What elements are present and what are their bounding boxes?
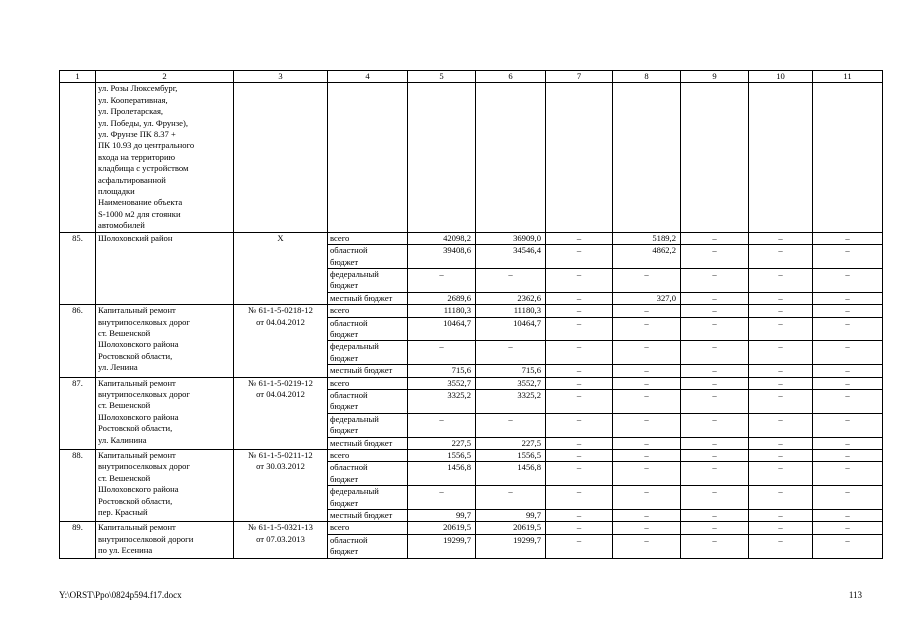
approval-document-line: от 30.03.2012 — [256, 461, 305, 472]
amount-cell: – — [813, 389, 883, 413]
table-row — [60, 522, 883, 534]
amount-cell: 227,5 — [476, 437, 546, 449]
funding-source-line: местный бюджет — [330, 437, 393, 448]
amount-cell: 5189,2 — [613, 232, 681, 244]
amount-cell: 715,6 — [476, 365, 546, 377]
funding-source-line: всего — [330, 377, 350, 388]
amount-cell: 36909,0 — [476, 232, 546, 244]
object-name-line: входа на территорию — [98, 151, 175, 162]
amount-cell: – — [813, 522, 883, 534]
object-name-line: ст. Вешенской — [98, 472, 151, 483]
approval-document-line: от 07.03.2013 — [256, 533, 305, 544]
funding-source-line: бюджет — [330, 497, 359, 508]
object-name-line: внутрипоселковой дороги — [98, 533, 194, 544]
amount-cell: 42098,2 — [408, 232, 476, 244]
amount-cell: 1456,8 — [476, 462, 546, 486]
amount-cell: – — [613, 268, 681, 292]
amount-cell: 19299,7 — [476, 534, 546, 558]
amount-cell: – — [546, 450, 613, 462]
object-name-line: Шолоховский район — [98, 232, 173, 243]
approval-document-line: от 04.04.2012 — [256, 316, 305, 327]
amount-cell: – — [813, 437, 883, 449]
column-number: 4 — [328, 71, 408, 83]
amount-cell: 20619,5 — [476, 522, 546, 534]
amount-cell: – — [546, 534, 613, 558]
row-number: 88. — [60, 450, 96, 522]
table-row — [60, 450, 883, 462]
amount-cell: – — [813, 232, 883, 244]
amount-cell: – — [613, 510, 681, 522]
object-name-line: Капитальный ремонт — [98, 450, 176, 460]
amount-cell: – — [749, 389, 813, 413]
empty-cell — [813, 83, 883, 232]
amount-cell: – — [546, 377, 613, 389]
object-name-line: автомобилей — [98, 220, 145, 231]
object-name — [96, 83, 234, 232]
object-name-line: ст. Вешенской — [98, 400, 151, 411]
object-name-line: внутрипоселковых дорог — [98, 388, 190, 399]
object-name-line: по ул. Есенина — [98, 545, 153, 556]
funding-source — [328, 462, 408, 486]
amount-cell: 4862,2 — [613, 245, 681, 269]
amount-cell: – — [613, 413, 681, 437]
amount-cell: 39408,6 — [408, 245, 476, 269]
amount-cell: – — [749, 462, 813, 486]
funding-source-line: всего — [330, 305, 350, 316]
amount-cell: – — [749, 341, 813, 365]
object-name-line: Капитальный ремонт — [98, 305, 176, 316]
amount-cell: – — [476, 268, 546, 292]
funding-source-line: бюджет — [330, 425, 359, 436]
empty-cell — [681, 83, 749, 232]
object-name-line: Ростовской области, — [98, 350, 173, 361]
row-number: 86. — [60, 305, 96, 377]
amount-cell: – — [546, 341, 613, 365]
amount-cell: 99,7 — [476, 510, 546, 522]
funding-source — [328, 245, 408, 269]
funding-source-line: федеральный — [330, 268, 379, 279]
object-name-line: внутрипоселковых дорог — [98, 461, 190, 472]
object-name-line: кладбища с устройством — [98, 163, 189, 174]
column-number: 10 — [749, 71, 813, 83]
funding-source — [328, 534, 408, 558]
funding-source-line: областной — [330, 317, 368, 328]
object-name-line: Капитальный ремонт — [98, 377, 176, 388]
amount-cell: 99,7 — [408, 510, 476, 522]
amount-cell: – — [613, 450, 681, 462]
amount-cell: – — [613, 377, 681, 389]
funding-source-line: бюджет — [330, 280, 359, 291]
funding-source — [328, 232, 408, 244]
object-name-line: ул. Фрунзе ПК 8.37 + — [98, 129, 176, 140]
amount-cell: – — [546, 413, 613, 437]
funding-source — [328, 317, 408, 341]
amount-cell: – — [749, 486, 813, 510]
amount-cell: – — [813, 317, 883, 341]
amount-cell: – — [681, 292, 749, 304]
amount-cell: 20619,5 — [408, 522, 476, 534]
column-number: 11 — [813, 71, 883, 83]
amount-cell: – — [681, 462, 749, 486]
amount-cell: – — [681, 365, 749, 377]
amount-cell: – — [476, 341, 546, 365]
object-name-line: Ростовской области, — [98, 423, 173, 434]
amount-cell: – — [613, 365, 681, 377]
object-name-line: пер. Красный — [98, 507, 148, 518]
amount-cell: – — [681, 413, 749, 437]
amount-cell: – — [813, 510, 883, 522]
object-name-line: Шолоховского района — [98, 411, 179, 422]
funding-source-line: бюджет — [330, 256, 359, 267]
funding-source-line: областной — [330, 462, 368, 473]
table-row — [60, 377, 883, 389]
amount-cell: – — [681, 437, 749, 449]
amount-cell: – — [681, 268, 749, 292]
object-name-line: Капитальный ремонт — [98, 522, 176, 533]
funding-source — [328, 365, 408, 377]
funding-source-line: всего — [330, 522, 350, 533]
amount-cell: – — [749, 365, 813, 377]
amount-cell: – — [681, 389, 749, 413]
funding-source-line: бюджет — [330, 328, 359, 339]
funding-source — [328, 437, 408, 449]
amount-cell: – — [813, 341, 883, 365]
funding-source-line: федеральный — [330, 341, 379, 352]
approval-document-line: № 61-1-5-0219-12 — [248, 377, 313, 388]
amount-cell: – — [749, 377, 813, 389]
object-name-line: площадки — [98, 186, 135, 197]
funding-source — [328, 377, 408, 389]
amount-cell: – — [681, 232, 749, 244]
amount-cell: – — [546, 437, 613, 449]
column-number-row — [60, 71, 883, 83]
amount-cell: 10464,7 — [476, 317, 546, 341]
amount-cell: – — [546, 292, 613, 304]
amount-cell: 3325,2 — [476, 389, 546, 413]
funding-source — [328, 292, 408, 304]
funding-source — [328, 510, 408, 522]
funding-source — [328, 268, 408, 292]
amount-cell: 3325,2 — [408, 389, 476, 413]
amount-cell: – — [613, 389, 681, 413]
amount-cell: 1556,5 — [476, 450, 546, 462]
empty-cell — [546, 83, 613, 232]
footer-file-path: Y:\ORST\Ppo\0824p594.f17.docx — [59, 590, 182, 600]
approval-document — [234, 522, 328, 558]
approval-document-line: № 61-1-5-0321-13 — [248, 522, 313, 533]
table-row — [60, 305, 883, 317]
amount-cell: 1556,5 — [408, 450, 476, 462]
row-number: 87. — [60, 377, 96, 449]
object-name — [96, 377, 234, 449]
amount-cell: – — [681, 534, 749, 558]
column-number: 6 — [476, 71, 546, 83]
object-name-line: Наименование объекта — [98, 197, 183, 208]
amount-cell: – — [613, 437, 681, 449]
amount-cell: 3552,7 — [408, 377, 476, 389]
funding-source — [328, 341, 408, 365]
amount-cell: – — [749, 413, 813, 437]
row-number: 85. — [60, 232, 96, 304]
object-name-line: ул. Кооперативная, — [98, 94, 168, 105]
object-name-line: ул. Розы Люксембург, — [98, 83, 178, 94]
budget-table — [59, 70, 883, 559]
object-name — [96, 522, 234, 558]
amount-cell: – — [546, 317, 613, 341]
amount-cell: – — [681, 377, 749, 389]
table-row — [60, 232, 883, 244]
object-name-line: ул. Ленина — [98, 362, 138, 373]
amount-cell: – — [681, 341, 749, 365]
approval-document-line: № 61-1-5-0218-12 — [248, 305, 313, 316]
amount-cell: – — [546, 462, 613, 486]
funding-source-line: всего — [330, 232, 350, 243]
funding-source-line: областной — [330, 389, 368, 400]
amount-cell: – — [546, 305, 613, 317]
column-number: 1 — [60, 71, 96, 83]
amount-cell: – — [813, 377, 883, 389]
amount-cell: – — [813, 486, 883, 510]
amount-cell: – — [749, 245, 813, 269]
amount-cell: – — [749, 317, 813, 341]
approval-document — [234, 232, 328, 304]
empty-cell — [476, 83, 546, 232]
funding-source — [328, 413, 408, 437]
amount-cell: – — [813, 462, 883, 486]
amount-cell: – — [749, 268, 813, 292]
amount-cell: 34546,4 — [476, 245, 546, 269]
approval-document-line: Х — [277, 232, 284, 243]
approval-document-line: № 61-1-5-0211-12 — [248, 450, 313, 460]
object-name — [96, 232, 234, 304]
object-name — [96, 450, 234, 522]
funding-source — [328, 389, 408, 413]
table-row — [60, 83, 883, 232]
amount-cell: – — [749, 437, 813, 449]
funding-source — [328, 522, 408, 534]
amount-cell: – — [613, 305, 681, 317]
amount-cell: – — [749, 450, 813, 462]
object-name-line: S-1000 м2 для стоянки — [98, 208, 181, 219]
approval-document — [234, 305, 328, 377]
amount-cell: – — [546, 389, 613, 413]
amount-cell: 2362,6 — [476, 292, 546, 304]
amount-cell: – — [749, 534, 813, 558]
funding-source-line: местный бюджет — [330, 365, 393, 376]
amount-cell: – — [813, 534, 883, 558]
funding-source-line: бюджет — [330, 401, 359, 412]
column-number: 7 — [546, 71, 613, 83]
funding-source-line: федеральный — [330, 413, 379, 424]
amount-cell: 3552,7 — [476, 377, 546, 389]
amount-cell: 19299,7 — [408, 534, 476, 558]
amount-cell: – — [681, 305, 749, 317]
amount-cell: – — [613, 534, 681, 558]
amount-cell: 11180,3 — [476, 305, 546, 317]
object-name-line: Шолоховского района — [98, 484, 179, 495]
amount-cell: – — [681, 245, 749, 269]
column-number: 8 — [613, 71, 681, 83]
amount-cell: – — [613, 462, 681, 486]
amount-cell: – — [613, 341, 681, 365]
approval-document-line: от 04.04.2012 — [256, 388, 305, 399]
amount-cell: 1456,8 — [408, 462, 476, 486]
amount-cell: 2689,6 — [408, 292, 476, 304]
funding-source-line: бюджет — [330, 352, 359, 363]
amount-cell: 227,5 — [408, 437, 476, 449]
object-name-line: асфальтированной — [98, 174, 166, 185]
amount-cell: – — [749, 292, 813, 304]
empty-cell — [749, 83, 813, 232]
amount-cell: – — [813, 450, 883, 462]
object-name — [96, 305, 234, 377]
empty-cell — [613, 83, 681, 232]
funding-source — [328, 486, 408, 510]
amount-cell: – — [546, 245, 613, 269]
amount-cell: – — [813, 365, 883, 377]
empty-cell — [234, 83, 328, 232]
funding-source-line: местный бюджет — [330, 292, 393, 303]
funding-source-line: областной — [330, 245, 368, 256]
document-page — [59, 70, 862, 559]
amount-cell: – — [546, 232, 613, 244]
amount-cell: – — [408, 341, 476, 365]
amount-cell: – — [749, 510, 813, 522]
amount-cell: – — [546, 510, 613, 522]
funding-source-line: бюджет — [330, 546, 359, 557]
column-number: 3 — [234, 71, 328, 83]
funding-source-line: федеральный — [330, 486, 379, 497]
column-number: 9 — [681, 71, 749, 83]
approval-document — [234, 450, 328, 522]
amount-cell: – — [681, 450, 749, 462]
approval-document — [234, 377, 328, 449]
amount-cell: – — [546, 365, 613, 377]
amount-cell: – — [681, 486, 749, 510]
amount-cell: 327,0 — [613, 292, 681, 304]
amount-cell: – — [749, 305, 813, 317]
object-name-line: внутрипоселковых дорог — [98, 316, 190, 327]
row-number: 89. — [60, 522, 96, 558]
amount-cell: – — [813, 305, 883, 317]
amount-cell: – — [813, 292, 883, 304]
object-name-line: Ростовской области, — [98, 495, 173, 506]
object-name-line: ст. Вешенской — [98, 327, 151, 338]
object-name-line: Шолоховского района — [98, 339, 179, 350]
page-number: 113 — [848, 590, 862, 600]
funding-source — [328, 450, 408, 462]
amount-cell: – — [749, 522, 813, 534]
amount-cell: 11180,3 — [408, 305, 476, 317]
column-number: 2 — [96, 71, 234, 83]
amount-cell: – — [546, 486, 613, 510]
amount-cell: – — [546, 522, 613, 534]
amount-cell: – — [681, 317, 749, 341]
amount-cell: – — [681, 510, 749, 522]
object-name-line: ПК 10.93 до центрального — [98, 140, 195, 151]
amount-cell: – — [813, 413, 883, 437]
amount-cell: – — [476, 413, 546, 437]
funding-source-line: всего — [330, 450, 350, 460]
amount-cell: – — [613, 317, 681, 341]
amount-cell: 715,6 — [408, 365, 476, 377]
amount-cell: – — [408, 268, 476, 292]
empty-cell — [408, 83, 476, 232]
row-number — [60, 83, 96, 232]
amount-cell: – — [749, 232, 813, 244]
amount-cell: – — [813, 245, 883, 269]
amount-cell: – — [681, 522, 749, 534]
empty-cell — [328, 83, 408, 232]
amount-cell: 10464,7 — [408, 317, 476, 341]
column-number: 5 — [408, 71, 476, 83]
object-name-line: ул. Пролетарская, — [98, 106, 164, 117]
amount-cell: – — [408, 413, 476, 437]
amount-cell: – — [408, 486, 476, 510]
object-name-line: ул. Калинина — [98, 434, 147, 445]
amount-cell: – — [476, 486, 546, 510]
amount-cell: – — [546, 268, 613, 292]
amount-cell: – — [813, 268, 883, 292]
amount-cell: – — [613, 522, 681, 534]
amount-cell: – — [613, 486, 681, 510]
funding-source — [328, 305, 408, 317]
funding-source-line: местный бюджет — [330, 510, 393, 521]
funding-source-line: бюджет — [330, 473, 359, 484]
object-name-line: ул. Победы, ул. Фрунзе), — [98, 117, 189, 128]
funding-source-line: областной — [330, 534, 368, 545]
